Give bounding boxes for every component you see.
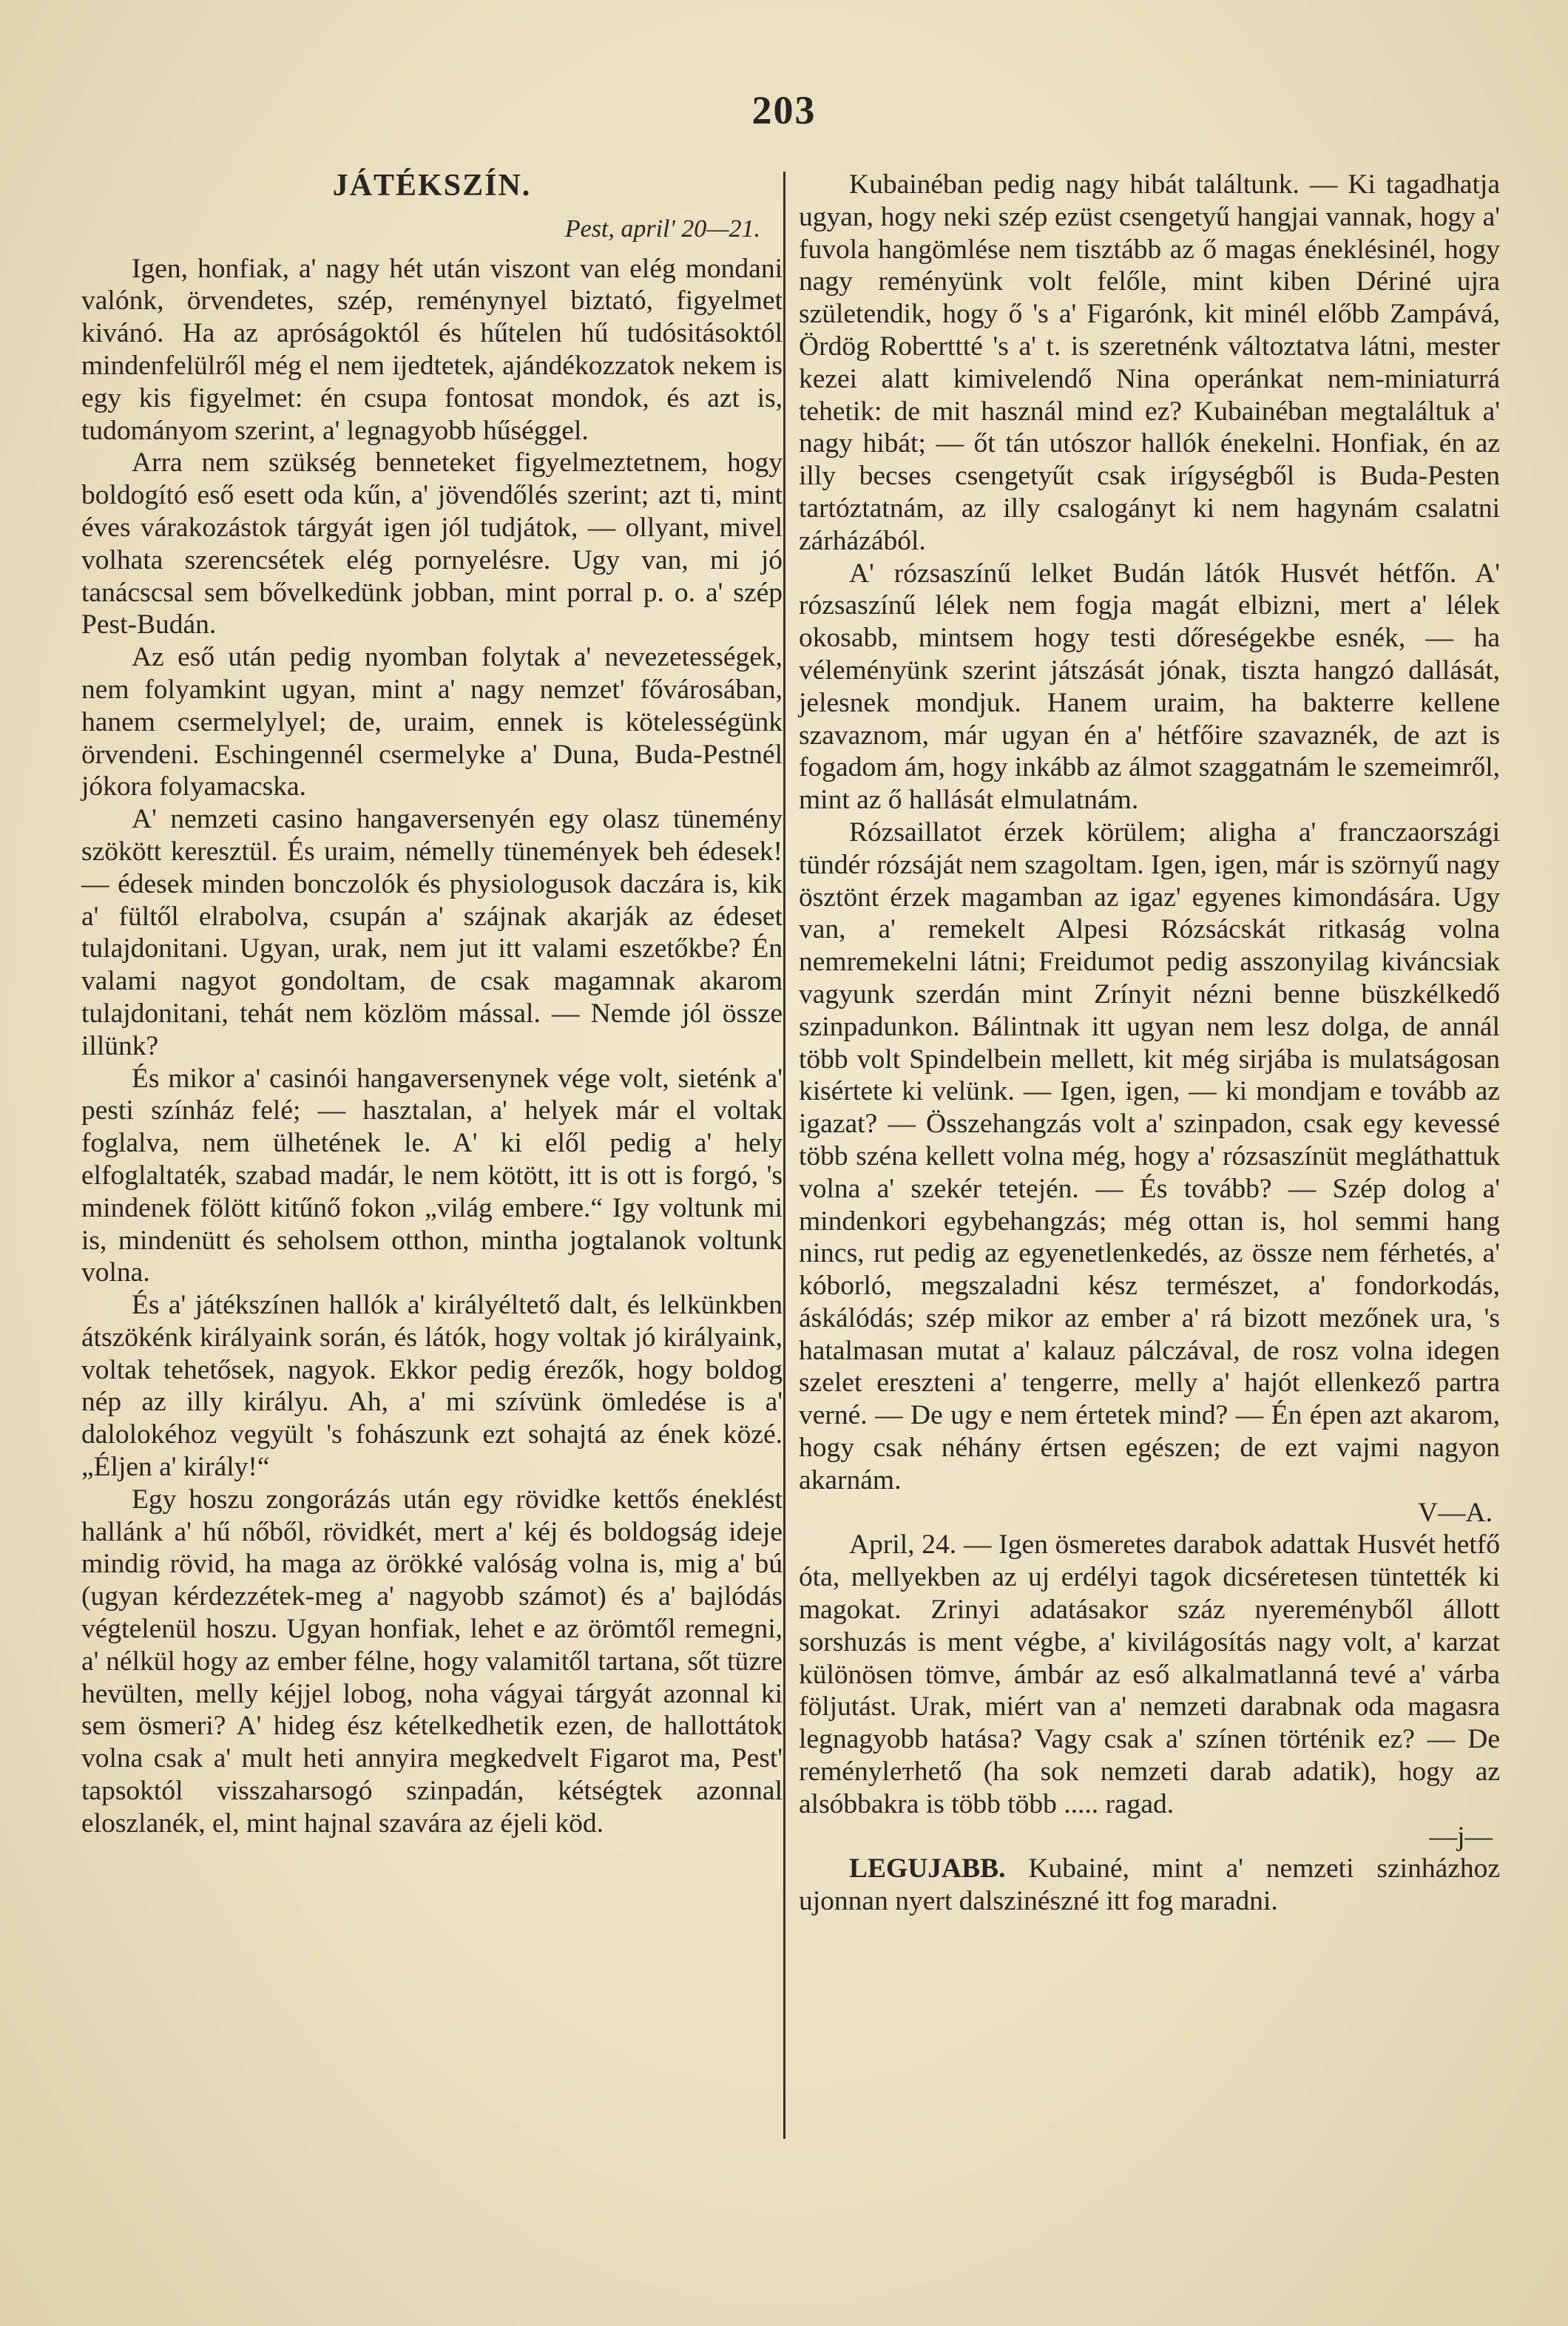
paragraph: És mikor a' casinói hangaversenynek vége volt, sieténk a' pesti színház felé; — hasztalan, a' helyek már el voltak foglalva, nem ülhetének le. A' ki elől pedig a' hely elfoglaltaték, szabad madár, le nem kötött, itt is ott is forgó, 's mindenek fölött kitűnő fokon „világ embere.“ Igy voltunk mi is, mindenütt és seholsem otthon, mintha jogtalanok voltunk volna. (81, 1063, 783, 1288)
paragraph: Egy hoszu zongorázás után egy rövidke kettős éneklést hallánk a' hű nőből, rövidkét, mert a' kéj és boldogság ideje mindig rövid, ha maga az örökké valóság volna is, mig a' bú (ugyan kérdezzétek-meg a' nagyobb számot) és a' bajlódás végtelenül hoszu. Ugyan honfiak, lehet e az örömtől remegni, a' nélkül hogy az ember félne, hogy valamitől tartana, sőt tüzre hevülten, melly kéjjel lobog, noha vágyai tárgyát azonnal ki sem ösmeri? A' hideg ész kételkedhetik ezen, de hallottátok volna csak a' mult heti annyira megkedvelt Figarot ma, Pest' tapsoktól visszaharsogó szinpadán, kétségtek azonnal eloszlanék, el, mint hajnal szavára az éjeli köd. (81, 1484, 783, 1839)
left-column (81, 161, 783, 1840)
page-number: 203 (751, 88, 817, 132)
paragraph: Rózsaillatot érzek körülem; aligha a' franczaországi tündér rózsáját nem szagoltam. Igen, igen, már is szörnyű nagy ösztönt érzek magamban az igaz' egyenes kimondására. Ugy van, a' remekelt Alpesi Rózsácskát ritkaság volna nemremekelni látni; Freidumot pedig asszonyilag kiváncsiak vagyunk szerdán mint Zrínyit nézni benne büszkélkedő szinpadunkon. Bálintnak itt ugyan nem lesz dolga, de annál több volt Spindelbein mellett, kit még sirjába is mulatságosan kisértete ki velünk. — Igen, igen, — ki mondjam e tovább az igazat? — Összehangzás volt a' szinpadon, csak egy kevessé több széna kellett volna még, hogy a' rózsaszínüt megláthattuk volna a' szekér tetején. — És tovább? — Szép dolog a' mindenkori egybehangzás; még ottan is, hol semmi hang nincs, rut pedig az egyenetlenkedés, az össze nem férhetés, a' kóborló, megszaladni kész természet, a' fondorkodás, áskálódás; szép mikor az ember a' rá bizott mezőnek ura, 's hatalmasan mutat a' kalauz pálczával, de rosz volna idegen szelet ereszteni a' tengerre, melly a' hajót ellenkező partra verné. — De ugy e nem értetek mind? — Én épen azt akarom, hogy csak néhány értsen egészen; de ezt vajmi nagyon akarnám. (799, 817, 1500, 1495)
paragraph: Arra nem szükség benneteket figyelmeztetnem, hogy boldogító eső esett oda kűn, a' jövendőlés szerint; azt ti, mint éves várakozástok tárgyát igen jól tudjátok, — ollyant, mivel volhata szerencsétek elég pornyelésre. Ugy van, mi jó tanácscsal sem bővelkedünk jobban, mint porral p. o. a' szép Pest-Budán. (81, 447, 783, 640)
signature: V—A. (1417, 1497, 1493, 1528)
paragraph: A' nemzeti casino hangaversenyén egy olasz tünemény szökött keresztül. És uraim, némelly tünemények beh édesek! — édesek minden bonczolók és physiologusok daczára is, kik a' fültől elrabolva, csupán a' szájnak akarják az édeset tulajdonitani. Ugyan, urak, nem jut itt valami eszetőkbe? Én valami nagyot gondoltam, de csak magamnak akarom tulajdonitani, tehát nem közlöm mással. — Nemde jól össze illünk? (81, 804, 783, 1061)
paragraph: A' rózsaszínű lelket Budán látók Husvét hétfőn. A' rózsaszínű lélek nem fogja magát elbizni, mert a' lélek okosabb, mintsem hogy testi dőreségekbe esnék, — ha véleményünk szerint játszását jónak, tiszta hangzó dallását, jelesnek mondjuk. Hanem uraim, ha bakterre kellene szavaznom, már ugyan én a' hétfőire szavaznék, de azt is fogadom ám, hogy inkább az álmot szaggatnám le szemeimről, mint az ő hallását elmulatnám. (799, 558, 1500, 816)
article-dateline: Pest, april' 20—21. (564, 214, 760, 243)
latest-label: LEGUJABB. (849, 1853, 1006, 1884)
paragraph: Az eső után pedig nyomban folytak a' nevezetességek, nem folyamkint ugyan, mint a' nagy nemzet' fővárosában, hanem csermelylyel; de, uraim, ennek is kötelességünk örvendeni. Eschingennél csermelyke a' Duna, Buda-Pestnél jókora folyamacska. (81, 642, 783, 802)
right-column (799, 169, 1500, 1918)
paragraph: Kubainéban pedig nagy hibát találtunk. — Ki tagadhatja ugyan, hogy neki szép ezüst csengetyű hangjai vannak, hogy a' fuvola hangömlése nem tisztább az ő magas éneklésinél, hogy nagy reményünk volt felőle, mint kiben Dériné ujra születendik, hogy ő 's a' Figarónk, kit minél előbb Zampává, Ördög Roberttté 's a' t. is szeretnénk változtatva látni, mester kezei alatt kimivelendő Nina operánkat nem-miniaturrá tehetik: de mit használ mind ez? Kubainéban megtaláltuk a' nagy hibát; — őt tán utószor hallók énekelni. Honfiak, én az illy becses csengetyűt csak irígységből is Buda-Pesten tartóztatnám, az illy csalogányt ki nem hagynám csalatni zárházából. (799, 169, 1500, 556)
latest-text: Kubainé, mint a' nemzeti szinházhoz ujonnan nyert dalszinészné itt fog maradni. (799, 1853, 1501, 1917)
article-title: JÁTÉKSZÍN. (332, 169, 532, 203)
paragraph: És a' játékszínen hallók a' királyéltető dalt, és lelkünkben átszökénk királyaink során, és látók, hogy voltak jó királyaink, voltak tehetősek, nagyok. Ekkor pedig érezők, hogy boldog nép az illy királyu. Ah, a' mi szívünk ömledése is a' dalolokéhoz vegyült 's fohászunk ezt sohajtá az ének közé. „Éljen a' király!“ (81, 1290, 783, 1483)
latest-news (799, 1853, 1500, 1918)
signature: —j— (1429, 1821, 1493, 1852)
paragraph: April, 24. — Igen ösmeretes darabok adattak Husvét hetfő óta, mellyekben az uj erdélyi tagok dicséretesen tüntették ki magokat. Zrinyi adatásakor száz nyereményből állott sorshuzás is ment végbe, a' kivilágosítás nagy volt, a' karzat különösen tömve, ámbár az eső alkalmatlanná tevé a' várba följutást. Urak, miért van a' nemzeti darabnak oda magasra legnagyobb hatása? Vagy csak a' színen történik ez? — De reményleтhető (ha sok nemzeti darab adatik), hogy az alsóbbakra is több több ..... ragad. (799, 1529, 1500, 1819)
column-divider (783, 172, 785, 2139)
paragraph: Igen, honfiak, a' nagy hét után viszont van elég mondani valónk, örvendetes, szép, reménynyel biztató, figyelmet kivánó. Ha az apróságoktól és hűtelen hű tudósitásoktól mindenfelülről még el nem ijedtetek, ajándékozzatok nekem is egy kis figyelmet: én csupa fontosat mondok, és azt is, tudományom szerint, a' legnagyobb hűséggel. (81, 253, 783, 446)
